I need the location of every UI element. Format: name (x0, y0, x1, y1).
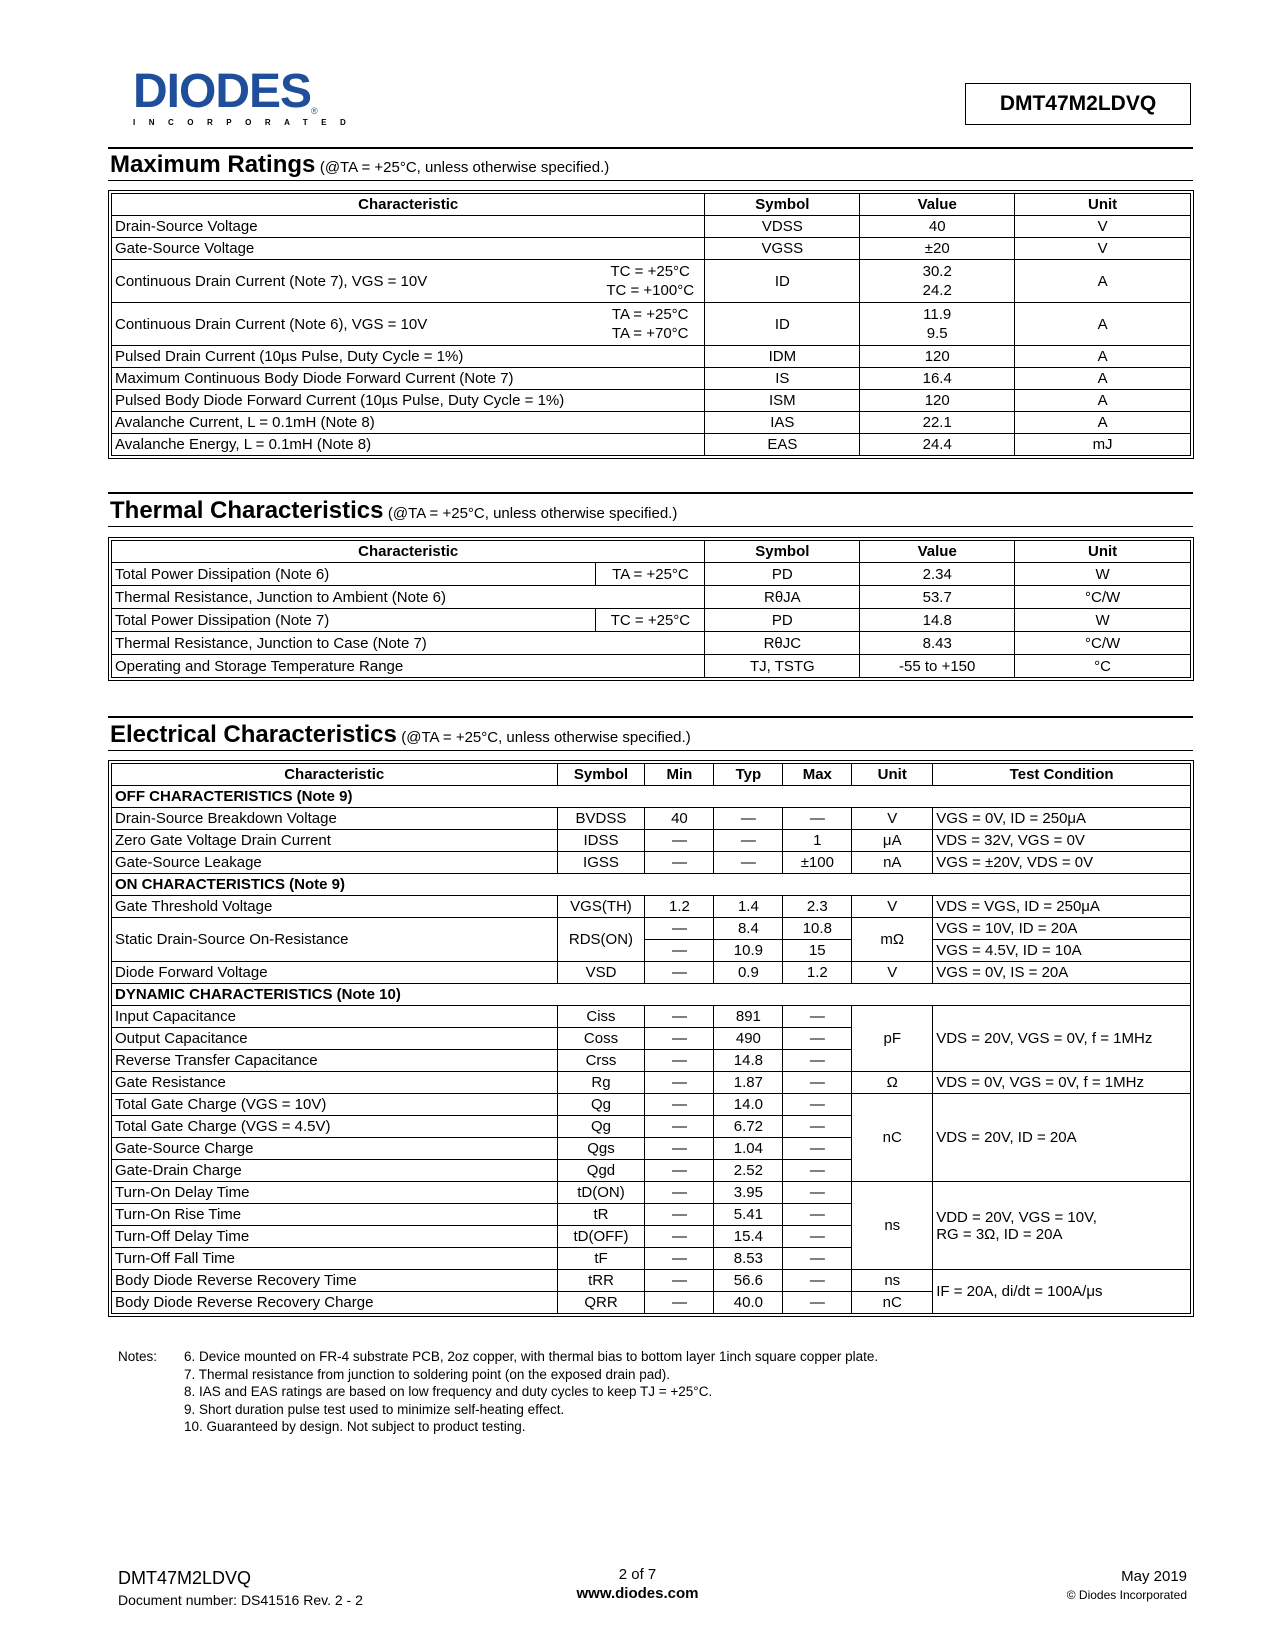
cell-value: 53.7 (860, 586, 1015, 609)
condition-line: TA = +70°C (611, 325, 689, 342)
cell-max: — (783, 1006, 852, 1028)
table-row (112, 1182, 1191, 1204)
section-condition: (@TA = +25°C, unless otherwise specified.) (387, 505, 678, 522)
section-title: Maximum Ratings (110, 151, 316, 178)
cell-symbol: tD(ON) (557, 1182, 645, 1204)
cell-typ: 8.53 (714, 1248, 783, 1270)
cell-value: 40 (860, 216, 1015, 238)
electrical-table (111, 763, 1191, 1314)
cell-min: — (645, 1204, 714, 1226)
section-title: Thermal Characteristics (110, 497, 384, 524)
cell-value: 2.34 (860, 563, 1015, 586)
cell-test-condition: IF = 20A, di/dt = 100A/μs (933, 1270, 1191, 1314)
cell-symbol: VGS(TH) (557, 896, 645, 918)
cell-characteristic: Continuous Drain Current (Note 7), VGS = 10V (112, 260, 596, 303)
cell-symbol: IDM (705, 346, 860, 368)
note-item: 7. Thermal resistance from junction to soldering point (on the exposed drain pad). (184, 1366, 671, 1382)
footer-document-number: Document number: DS41516 Rev. 2 - 2 (118, 1592, 363, 1608)
table-row (112, 238, 1191, 260)
col-header: Characteristic (112, 541, 705, 563)
cell-characteristic: Pulsed Drain Current (10µs Pulse, Duty Cycle = 1%) (112, 346, 705, 368)
footer-part-number: DMT47M2LDVQ (118, 1568, 252, 1588)
cell-typ: 891 (714, 1006, 783, 1028)
cell-max: 1.2 (783, 962, 852, 984)
notes-block (118, 1348, 878, 1436)
cell-min: — (645, 1006, 714, 1028)
cell-typ: 56.6 (714, 1270, 783, 1292)
subsection-row (112, 786, 1191, 808)
note-item: 6. Device mounted on FR-4 substrate PCB, 2oz copper, with thermal bias to bottom layer 1inch square copper plate. (184, 1349, 879, 1364)
cell-unit: A (1015, 368, 1191, 390)
thermal-table (111, 540, 1191, 678)
table-row (112, 260, 1191, 303)
cell-typ: 1.04 (714, 1138, 783, 1160)
cell-symbol: ID (705, 260, 860, 303)
cell-symbol: Qg (557, 1094, 645, 1116)
col-header: Unit (1015, 541, 1191, 563)
cell-value: 16.4 (860, 368, 1015, 390)
cell-unit: W (1015, 609, 1191, 632)
table-row (112, 1094, 1191, 1116)
col-header: Value (860, 541, 1015, 563)
cell-max: — (783, 1028, 852, 1050)
cell-characteristic: Turn-Off Fall Time (112, 1248, 558, 1270)
cell-symbol: BVDSS (557, 808, 645, 830)
cell-condition: TC = +25°C (596, 609, 705, 632)
cell-max: 10.8 (783, 918, 852, 940)
cell-max: — (783, 1182, 852, 1204)
cell-test-condition (933, 1182, 1191, 1270)
cell-symbol: tF (557, 1248, 645, 1270)
cell-unit: °C (1015, 655, 1191, 678)
logo-registered-mark: ® (311, 106, 318, 116)
cell-test-condition: VGS = 4.5V, ID = 10A (933, 940, 1191, 962)
company-logo (133, 65, 363, 128)
cell-characteristic: Body Diode Reverse Recovery Time (112, 1270, 558, 1292)
cell-min: — (645, 1160, 714, 1182)
cell-unit: V (1015, 216, 1191, 238)
table-row (112, 830, 1191, 852)
cell-unit: ns (852, 1182, 933, 1270)
subsection-title: ON CHARACTERISTICS (Note 9) (112, 874, 1191, 896)
section-condition: (@TA = +25°C, unless otherwise specified.) (319, 159, 610, 176)
cell-characteristic: Total Power Dissipation (Note 7) (112, 609, 596, 632)
note-item: 8. IAS and EAS ratings are based on low frequency and duty cycles to keep TJ = +25°C. (184, 1384, 713, 1399)
cell-min: — (645, 1116, 714, 1138)
col-header: Test Condition (933, 764, 1191, 786)
cell-max: — (783, 1292, 852, 1314)
col-header: Min (645, 764, 714, 786)
cell-value: -55 to +150 (860, 655, 1015, 678)
cell-characteristic: Zero Gate Voltage Drain Current (112, 830, 558, 852)
value-line: 9.5 (926, 325, 948, 342)
cell-symbol: PD (705, 609, 860, 632)
col-header: Characteristic (112, 194, 705, 216)
table-row (112, 586, 1191, 609)
cell-typ: 3.95 (714, 1182, 783, 1204)
cell-max: — (783, 1094, 852, 1116)
cell-unit: V (852, 896, 933, 918)
col-header: Symbol (705, 194, 860, 216)
cell-min: — (645, 852, 714, 874)
cell-unit: W (1015, 563, 1191, 586)
cell-min: — (645, 1094, 714, 1116)
cell-max: 15 (783, 940, 852, 962)
cell-value: ±20 (860, 238, 1015, 260)
cell-unit: A (1015, 346, 1191, 368)
cell-value (860, 260, 1015, 303)
cell-characteristic: Operating and Storage Temperature Range (112, 655, 705, 678)
cell-characteristic: Total Gate Charge (VGS = 10V) (112, 1094, 558, 1116)
cell-symbol: QRR (557, 1292, 645, 1314)
max-ratings-table (111, 193, 1191, 456)
cell-test-condition: VDS = 20V, VGS = 0V, f = 1MHz (933, 1006, 1191, 1072)
cell-characteristic: Reverse Transfer Capacitance (112, 1050, 558, 1072)
cell-value: 14.8 (860, 609, 1015, 632)
table-header-row (112, 541, 1191, 563)
table-row (112, 368, 1191, 390)
cell-characteristic: Gate Threshold Voltage (112, 896, 558, 918)
table-header-row (112, 194, 1191, 216)
cell-typ: — (714, 852, 783, 874)
cell-symbol: EAS (705, 434, 860, 456)
cell-test-condition: VDS = 20V, ID = 20A (933, 1094, 1191, 1182)
cell-min: 40 (645, 808, 714, 830)
col-header: Symbol (557, 764, 645, 786)
cell-unit: nC (852, 1292, 933, 1314)
cell-test-condition: VDS = 32V, VGS = 0V (933, 830, 1191, 852)
cell-unit: A (1015, 412, 1191, 434)
cell-max: — (783, 808, 852, 830)
cell-min: — (645, 940, 714, 962)
cell-value: 24.4 (860, 434, 1015, 456)
col-header: Value (860, 194, 1015, 216)
cell-value: 120 (860, 390, 1015, 412)
cell-symbol: ISM (705, 390, 860, 412)
cell-symbol: tR (557, 1204, 645, 1226)
cell-condition: TA = +25°C (596, 563, 705, 586)
cell-symbol: IAS (705, 412, 860, 434)
condition-line: TA = +25°C (611, 306, 689, 323)
cell-symbol: IGSS (557, 852, 645, 874)
cell-characteristic: Thermal Resistance, Junction to Case (Note 7) (112, 632, 705, 655)
cell-unit: A (1015, 303, 1191, 346)
notes-label: Notes: (118, 1349, 158, 1364)
col-header: Typ (714, 764, 783, 786)
cell-unit: Ω (852, 1072, 933, 1094)
section-rule-thin (108, 526, 1193, 527)
cell-min: — (645, 962, 714, 984)
table-row (112, 896, 1191, 918)
table-row (112, 434, 1191, 456)
logo-wordmark: DIODES (133, 65, 312, 118)
table-row (112, 1270, 1191, 1292)
condition-line: TC = +25°C (610, 263, 690, 280)
cell-characteristic: Continuous Drain Current (Note 6), VGS = 10V (112, 303, 596, 346)
footer-page-number: 2 of 7 (618, 1566, 657, 1583)
test-condition-line: VDD = 20V, VGS = 10V, (936, 1208, 1097, 1226)
col-header: Unit (1015, 194, 1191, 216)
cell-test-condition: VGS = ±20V, VDS = 0V (933, 852, 1191, 874)
cell-unit: °C/W (1015, 632, 1191, 655)
cell-min: — (645, 1270, 714, 1292)
cell-max: — (783, 1160, 852, 1182)
cell-condition (596, 303, 705, 346)
table-row (112, 918, 1191, 940)
value-line: 11.9 (923, 306, 952, 323)
cell-min: — (645, 918, 714, 940)
cell-symbol: RθJC (705, 632, 860, 655)
cell-characteristic: Body Diode Reverse Recovery Charge (112, 1292, 558, 1314)
cell-symbol: Rg (557, 1072, 645, 1094)
cell-condition (596, 260, 705, 303)
cell-unit: mJ (1015, 434, 1191, 456)
cell-symbol: Coss (557, 1028, 645, 1050)
cell-max: — (783, 1050, 852, 1072)
table-row (112, 390, 1191, 412)
section-condition: (@TA = +25°C, unless otherwise specified.) (401, 729, 691, 746)
cell-symbol: TJ, TSTG (705, 655, 860, 678)
cell-characteristic: Diode Forward Voltage (112, 962, 558, 984)
cell-symbol: Ciss (557, 1006, 645, 1028)
value-line: 30.2 (922, 263, 952, 280)
cell-typ: 40.0 (714, 1292, 783, 1314)
cell-unit: A (1015, 390, 1191, 412)
cell-max: — (783, 1072, 852, 1094)
section-title: Electrical Characteristics (110, 721, 397, 748)
cell-characteristic: Thermal Resistance, Junction to Ambient (Note 6) (112, 586, 705, 609)
cell-symbol: ID (705, 303, 860, 346)
cell-characteristic: Output Capacitance (112, 1028, 558, 1050)
cell-max: — (783, 1204, 852, 1226)
cell-typ: 2.52 (714, 1160, 783, 1182)
footer-copyright: © Diodes Incorporated (1066, 1588, 1187, 1602)
cell-typ: 14.0 (714, 1094, 783, 1116)
section-rule-thin (108, 750, 1193, 751)
cell-typ: 5.41 (714, 1204, 783, 1226)
cell-typ: — (714, 808, 783, 830)
cell-unit: nA (852, 852, 933, 874)
thermal-heading (110, 497, 677, 525)
cell-characteristic: Avalanche Energy, L = 0.1mH (Note 8) (112, 434, 705, 456)
cell-typ: 15.4 (714, 1226, 783, 1248)
electrical-heading (110, 721, 691, 749)
cell-unit: °C/W (1015, 586, 1191, 609)
cell-min: — (645, 1050, 714, 1072)
table-row (112, 412, 1191, 434)
cell-typ: 1.4 (714, 896, 783, 918)
section-rule (108, 147, 1193, 149)
note-item: 9. Short duration pulse test used to minimize self-heating effect. (184, 1401, 565, 1417)
cell-symbol: PD (705, 563, 860, 586)
cell-min: — (645, 1292, 714, 1314)
cell-symbol: Qg (557, 1116, 645, 1138)
table-row (112, 609, 1191, 632)
subsection-title: OFF CHARACTERISTICS (Note 9) (112, 786, 1191, 808)
section-rule (108, 492, 1193, 494)
cell-min: — (645, 830, 714, 852)
cell-characteristic: Static Drain-Source On-Resistance (112, 918, 558, 962)
col-header: Characteristic (112, 764, 558, 786)
cell-min: — (645, 1226, 714, 1248)
cell-value (860, 303, 1015, 346)
cell-symbol: IDSS (557, 830, 645, 852)
cell-min: — (645, 1028, 714, 1050)
logo-tagline: INCORPORATED (133, 118, 360, 127)
table-header-row (112, 764, 1191, 786)
cell-min: — (645, 1072, 714, 1094)
cell-characteristic: Turn-On Rise Time (112, 1204, 558, 1226)
cell-characteristic: Gate-Source Leakage (112, 852, 558, 874)
col-header: Unit (852, 764, 933, 786)
cell-characteristic: Pulsed Body Diode Forward Current (10µs Pulse, Duty Cycle = 1%) (112, 390, 705, 412)
table-row (112, 962, 1191, 984)
footer-website-link[interactable]: www.diodes.com (576, 1585, 699, 1602)
cell-characteristic: Turn-Off Delay Time (112, 1226, 558, 1248)
cell-characteristic: Gate-Source Charge (112, 1138, 558, 1160)
cell-characteristic: Maximum Continuous Body Diode Forward Current (Note 7) (112, 368, 705, 390)
cell-symbol: VDSS (705, 216, 860, 238)
table-row (112, 346, 1191, 368)
subsection-row (112, 874, 1191, 896)
section-rule-thin (108, 180, 1193, 181)
cell-max: — (783, 1226, 852, 1248)
cell-test-condition: VGS = 0V, ID = 250μA (933, 808, 1191, 830)
cell-characteristic: Total Gate Charge (VGS = 4.5V) (112, 1116, 558, 1138)
cell-unit: A (1015, 260, 1191, 303)
cell-min: — (645, 1248, 714, 1270)
cell-symbol: VGSS (705, 238, 860, 260)
table-row (112, 808, 1191, 830)
table-row (112, 563, 1191, 586)
table-row (112, 632, 1191, 655)
col-header: Symbol (705, 541, 860, 563)
cell-value: 22.1 (860, 412, 1015, 434)
cell-typ: 6.72 (714, 1116, 783, 1138)
cell-symbol: RDS(ON) (557, 918, 645, 962)
cell-max: — (783, 1270, 852, 1292)
table-row (112, 655, 1191, 678)
table-row (112, 1072, 1191, 1094)
table-row (112, 303, 1191, 346)
condition-line: TC = +100°C (606, 282, 695, 299)
cell-characteristic: Gate-Drain Charge (112, 1160, 558, 1182)
cell-characteristic: Gate-Source Voltage (112, 238, 705, 260)
cell-max: — (783, 1138, 852, 1160)
note-item: 10. Guaranteed by design. Not subject to product testing. (184, 1419, 526, 1434)
value-line: 24.2 (922, 282, 952, 299)
cell-symbol: VSD (557, 962, 645, 984)
table-row (112, 216, 1191, 238)
cell-characteristic: Drain-Source Voltage (112, 216, 705, 238)
cell-max: ±100 (783, 852, 852, 874)
cell-symbol: IS (705, 368, 860, 390)
cell-unit: V (1015, 238, 1191, 260)
cell-unit: ns (852, 1270, 933, 1292)
cell-unit: pF (852, 1006, 933, 1072)
section-rule (108, 716, 1193, 718)
cell-min: 1.2 (645, 896, 714, 918)
cell-unit: nC (852, 1094, 933, 1182)
cell-unit: V (852, 808, 933, 830)
cell-typ: 490 (714, 1028, 783, 1050)
footer-date: May 2019 (1121, 1568, 1187, 1585)
cell-min: — (645, 1182, 714, 1204)
cell-typ: 10.9 (714, 940, 783, 962)
table-row (112, 1006, 1191, 1028)
cell-characteristic: Turn-On Delay Time (112, 1182, 558, 1204)
cell-symbol: Qgs (557, 1138, 645, 1160)
cell-value: 120 (860, 346, 1015, 368)
cell-typ: 8.4 (714, 918, 783, 940)
cell-min: — (645, 1138, 714, 1160)
subsection-row (112, 984, 1191, 1006)
cell-symbol: tD(OFF) (557, 1226, 645, 1248)
cell-value: 8.43 (860, 632, 1015, 655)
cell-characteristic: Total Power Dissipation (Note 6) (112, 563, 596, 586)
table-row (112, 852, 1191, 874)
cell-characteristic: Drain-Source Breakdown Voltage (112, 808, 558, 830)
cell-characteristic: Input Capacitance (112, 1006, 558, 1028)
cell-characteristic: Gate Resistance (112, 1072, 558, 1094)
col-header: Max (783, 764, 852, 786)
cell-typ: — (714, 830, 783, 852)
cell-typ: 1.87 (714, 1072, 783, 1094)
cell-max: 2.3 (783, 896, 852, 918)
cell-unit: μA (852, 830, 933, 852)
cell-symbol: Qgd (557, 1160, 645, 1182)
cell-test-condition: VDS = VGS, ID = 250μA (933, 896, 1191, 918)
cell-symbol: tRR (557, 1270, 645, 1292)
max-ratings-heading (110, 151, 609, 179)
cell-test-condition: VGS = 0V, IS = 20A (933, 962, 1191, 984)
cell-max: — (783, 1248, 852, 1270)
cell-max: 1 (783, 830, 852, 852)
cell-test-condition: VDS = 0V, VGS = 0V, f = 1MHz (933, 1072, 1191, 1094)
cell-unit: mΩ (852, 918, 933, 962)
test-condition-line: RG = 3Ω, ID = 20A (936, 1225, 1063, 1243)
cell-symbol: Crss (557, 1050, 645, 1072)
cell-typ: 14.8 (714, 1050, 783, 1072)
cell-max: — (783, 1116, 852, 1138)
cell-test-condition: VGS = 10V, ID = 20A (933, 918, 1191, 940)
cell-typ: 0.9 (714, 962, 783, 984)
cell-characteristic: Avalanche Current, L = 0.1mH (Note 8) (112, 412, 705, 434)
part-number-box: DMT47M2LDVQ (965, 83, 1191, 125)
subsection-title: DYNAMIC CHARACTERISTICS (Note 10) (112, 984, 1191, 1006)
cell-symbol: RθJA (705, 586, 860, 609)
cell-unit: V (852, 962, 933, 984)
